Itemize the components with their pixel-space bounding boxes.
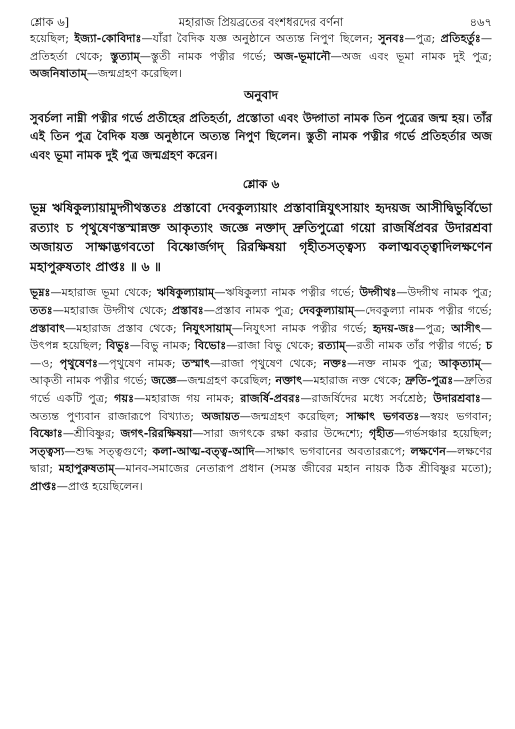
synonym-meaning: —জন্মগ্রহণ করেছিল; [239, 409, 347, 423]
synonym-meaning: —প্রতিহর্তা থেকে; [30, 32, 492, 63]
synonym-term: গৃহীত [369, 426, 394, 441]
verse-text: ভূম্ন ঋষিকুল্যায়ামুদ্গীথস্ততঃ প্রস্তাবো দেবকুল্যায়াং প্রস্তাবান্নিযুৎসায়াং হৃদয়জ আসীদ্বিভুর্বিভো রত্যাং চ পৃথুষেণস্তস্মান্নক্ত আকৃত্যাং জজ্ঞে নক্তাদ্ দ্রুতিপুত্রো গয়ো রাজর্ষিপ্রবর উদারশ্রবা অজায়ত সাক্ষাদ্ভগবতো বিষ্ণোর্জগদ্ রিরক্ষিষয়া গৃহীতসত্ত্বস্য কলাত্মবত্ত্বাদিলক্ষণেন মহাপুরুষতাং প্রাপ্তঃ ॥ ৬ ॥ [30, 200, 492, 274]
synonym-meaning: —যাঁরা বৈদিক যজ্ঞ অনুষ্ঠানে অত্যন্ত নিপুণ ছিলেন; [141, 32, 379, 45]
synonym-term: লক্ষণেন [410, 443, 446, 458]
synonym-meaning: —প্রস্তাব নামক পুত্র; [203, 303, 299, 317]
synonym-meaning: —নক্ত নামক পুত্র; [346, 356, 439, 370]
synonym-meaning: —অজ এবং ভূমা নামক দুই পুত্র; [330, 49, 492, 63]
synonym-meaning: —বিভু নামক; [129, 339, 195, 353]
synonym-meaning: —প্রাপ্ত হয়েছিলেন। [56, 479, 143, 493]
synonym-term: নিযুৎসায়াম্ [182, 320, 232, 335]
header-verse-ref: শ্লোক ৬] [30, 15, 70, 29]
synonym-term: ততঃ [30, 302, 53, 317]
synonym-meaning: —ও; [30, 356, 60, 370]
synonym-term: রাজর্ষি-প্রবরঃ [240, 390, 301, 405]
verse-heading: শ্লোক ৬ [242, 177, 280, 191]
synonym-term: দ্রুতি-পুত্রঃ [405, 373, 454, 388]
synonym-meaning: —সাক্ষাৎ ভগবানের অবতাররূপে; [254, 444, 411, 458]
synonym-term: রত্যাম্ [318, 338, 346, 353]
synonym-meaning: হয়েছিল; [30, 32, 75, 45]
synonym-meaning: —রাজা পৃথুষেণ থেকে; [209, 356, 324, 370]
synonym-term: ইজ্যা-কোবিদাঃ [74, 31, 142, 45]
synonym-term: দেবকুল্যায়াম্ [298, 302, 355, 317]
synonym-term: বিভোঃ [194, 338, 227, 353]
synonym-term: পৃথুষেণঃ [59, 355, 98, 370]
synonym-meaning: —পুত্র; [404, 32, 441, 45]
synonym-term: কলা-আত্ম-বত্ত্ব-আদি [152, 443, 255, 458]
synonym-meaning: —দেবকুল্যা নামক পত্নীর গর্ভে; [354, 303, 492, 317]
synonym-term: সাক্ষাৎ ভগবতঃ [346, 408, 420, 423]
synonym-term: জগৎ-রিরক্ষিষয়া [120, 426, 193, 441]
synonym-meaning: —মহারাজ নক্ত থেকে; [302, 374, 406, 388]
synonym-term: সত্ত্বস্য [30, 443, 65, 458]
synonym-meaning: —উদ্গীথ নামক পুত্র; [396, 286, 493, 300]
synonym-meaning: —স্তুতী নামক পত্নীর গর্ভে; [139, 49, 274, 63]
synonym-term: অজ-ভূমানৌ [273, 48, 331, 63]
synonym-meaning: —রাজা বিভু থেকে; [226, 339, 319, 353]
previous-synonyms-paragraph [30, 30, 492, 83]
synonym-term: জজ্ঞে [151, 373, 177, 388]
synonym-term: স্তুত্যাম্ [110, 48, 140, 63]
synonym-meaning: —মহারাজ ভূমা থেকে; [50, 286, 157, 300]
synonym-term: তস্মাৎ [182, 355, 210, 370]
synonym-meaning: —উৎপন্ন হয়েছিল; [30, 321, 492, 353]
synonym-term: উদ্গীথঃ [359, 285, 397, 300]
synonym-term: ঋষিকুল্যায়াম্ [156, 285, 215, 300]
synonym-term: হৃদয়-জঃ [372, 320, 415, 335]
synonym-term: প্রাপ্তঃ [30, 478, 57, 493]
synonym-meaning: —মহারাজ প্রস্তাব থেকে; [65, 321, 183, 335]
synonym-term: বিভুঃ [106, 338, 130, 353]
synonym-meaning: —রতী নামক তাঁর পত্নীর গর্ভে; [345, 339, 486, 353]
synonym-meaning: —নিযুৎসা নামক পত্নীর গর্ভে; [231, 321, 373, 335]
synonym-meaning: —শ্রীবিষ্ণুর; [62, 427, 121, 441]
synonym-term: প্রস্তাবাৎ [30, 320, 66, 335]
translation-paragraph: সুবর্চলা নাম্নী পত্নীর গর্ভে প্রতীহের প্রতিহর্তা, প্রস্তোতা এবং উদ্গাতা নামক তিন পুত্রের জন্ম হয়। তাঁর এই তিন পুত্র বৈদিক যজ্ঞ অনুষ্ঠানে অত্যন্ত নিপুণ ছিলেন। স্তুতী নামক পত্নীর গর্ভে প্রতিহর্তার অজ এবং ভূমা নামক দুই পুত্র জন্মগ্রহণ করেন। [30, 110, 492, 162]
synonym-meaning: —জন্মগ্রহণ করেছিল। [86, 67, 182, 81]
synonym-term: নক্তঃ [323, 355, 347, 370]
synonym-term: বিষ্ণোঃ [30, 426, 63, 441]
synonym-term: সুনবঃ [378, 31, 405, 45]
synonym-meaning: —জন্মগ্রহণ করেছিল; [176, 374, 276, 388]
synonym-meaning: —মহারাজ গয় নামক; [134, 391, 241, 405]
synonym-term: অজনিষাতাম্ [30, 66, 87, 81]
running-header [30, 12, 492, 30]
synonym-term: মহাপুরুষতাম্ [58, 461, 115, 476]
synonyms-paragraph [30, 284, 492, 495]
translation-heading: অনুবাদ [243, 87, 279, 102]
synonym-meaning: —লক্ষণের দ্বারা; [30, 444, 492, 476]
synonym-term: উদারশ্রবাঃ [433, 390, 481, 405]
synonym-meaning: —সারা জগৎকে রক্ষা করার উদ্দেশ্যে; [192, 427, 370, 441]
synonym-meaning: —শুদ্ধ সত্ত্বগুণে; [64, 444, 153, 458]
synonym-meaning: —গর্ভসঞ্চার হয়েছিল; [393, 427, 492, 441]
synonym-meaning: —রাজর্ষিদের মধ্যে সর্বশ্রেষ্ঠ; [300, 391, 434, 405]
synonym-term: প্রস্তাবঃ [171, 302, 204, 317]
synonym-term: প্রতিহর্তুঃ [440, 31, 481, 45]
synonym-meaning: —ঋষিকুল্যা নামক পত্নীর গর্ভে; [214, 286, 360, 300]
synonym-meaning: —পুত্র; [414, 321, 452, 335]
book-page [30, 12, 492, 496]
synonym-term: আকৃত্যাম্ [438, 355, 481, 370]
synonym-term: চ [485, 338, 492, 353]
synonym-meaning: —আকৃতী নামক পত্নীর গর্ভে; [30, 356, 492, 388]
synonym-term: ভূম্নঃ [30, 285, 51, 300]
synonym-term: অজায়ত [201, 408, 240, 423]
synonym-term: গয়ঃ [114, 390, 135, 405]
header-chapter-title: মহারাজ প্রিয়ব্রতের বংশধরদের বর্ণনা [178, 15, 344, 29]
synonym-meaning: —দ্রুতির গর্ভে একটি পুত্র; [30, 374, 492, 405]
synonym-meaning: —স্বয়ং ভগবান; [419, 409, 492, 423]
synonym-meaning: —পৃথুষেণ নামক; [97, 356, 183, 370]
page-number: ৪৬৭ [469, 15, 492, 29]
synonym-meaning: —মানব-সমাজের নেতারূপ প্রধান (সমস্ত জীবের মহান নায়ক ঠিক শ্রীবিষ্ণুর মতো); [114, 462, 492, 476]
synonym-term: নক্তাৎ [275, 373, 303, 388]
synonym-term: আসীৎ [451, 320, 481, 335]
synonym-meaning: —মহারাজ উদ্গীথ থেকে; [52, 303, 172, 317]
synonym-meaning: —অত্যন্ত পুণ্যবান রাজারূপে বিখ্যাত; [30, 391, 492, 423]
